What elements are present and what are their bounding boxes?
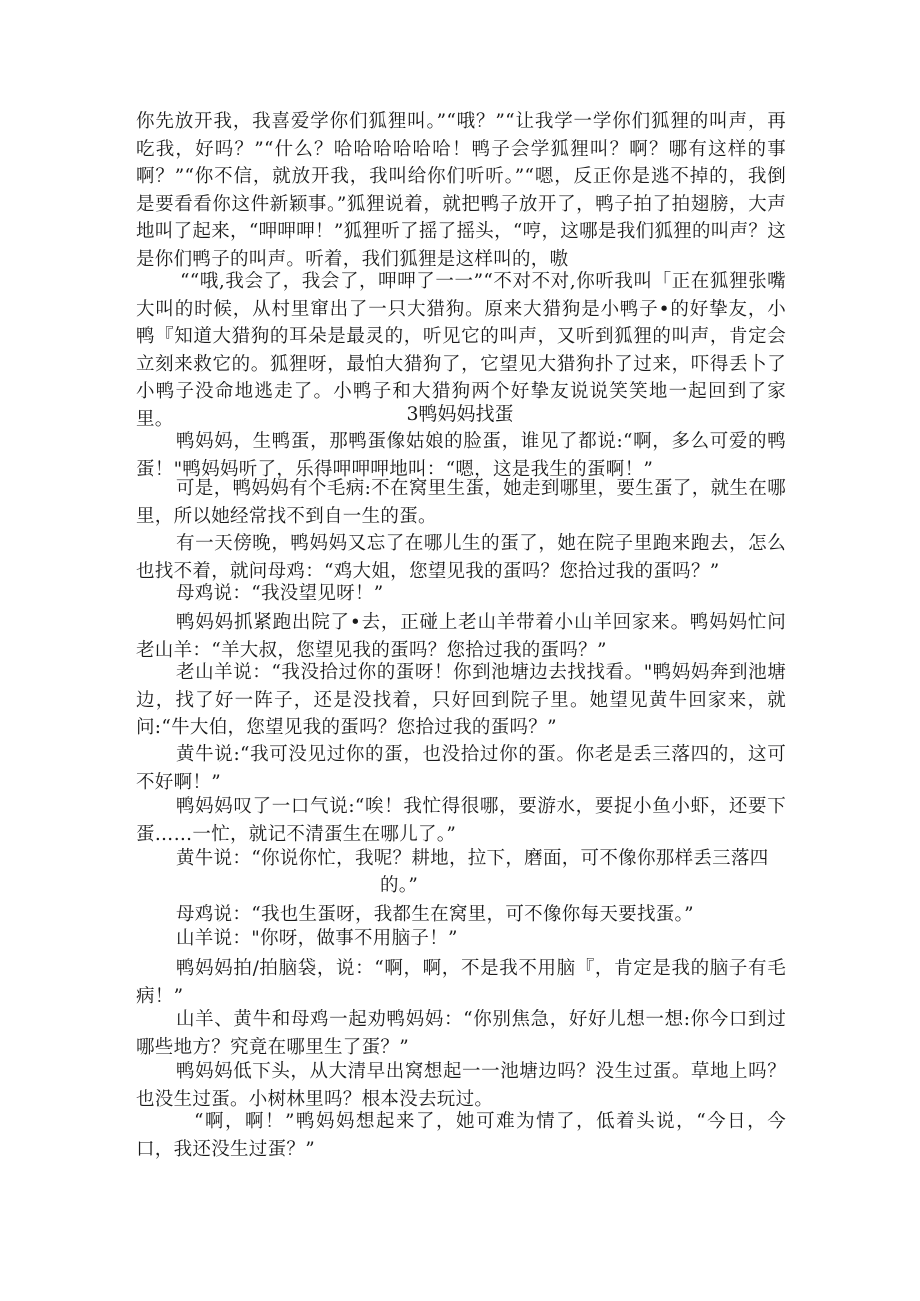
paragraph-12: 鸭妈妈拍/拍脑袋，说：“啊，啊，不是我不用脑『，肯定是我的脑子有毛病！” bbox=[136, 958, 786, 1007]
paragraph-9: 黄牛说：“你说你忙，我呢？耕地，拉下，磨面，可不像你那样丢三落四 bbox=[176, 848, 769, 869]
paragraph-15: “啊，啊！”鸭妈妈想起来了，她可难为情了，低着头说，“今日，今口，我还没生过蛋？” bbox=[136, 1111, 786, 1160]
paragraph-3: 有一天傍晚，鸭妈妈又忘了在哪儿生的蛋了，她在院子里跑来跑去，怎么也找不着，就问母鸡：“鸡大姐，您望见我的蛋吗？您拾过我的蛋吗？” bbox=[136, 533, 786, 582]
story-tail-paragraph-1: 你先放开我，我喜爱学你们狐狸叫。”“哦？”“让我学一学你们狐狸的叫声，再吃我，好吗？”“什么？哈哈哈哈哈哈！鸭子会学狐狸叫？啊？哪有这样的事啊？”“你不信，就放开我，我叫给你们听听。”“嗯，反正你是逃不掉的，我倒是要看看你这件新颖事。”狐狸说着，就把鸭子放开了，鸭子拍了拍翅膀，大声地叫了起来，“呷呷呷！”狐狸听了摇了摇头，“哼，这哪是我们狐狸的叫声？这是你们鸭子的叫声。听着，我们狐狸是这样叫的，嗷 bbox=[136, 111, 786, 270]
paragraph-11: 山羊说："你呀，做事不用脑子！” bbox=[176, 928, 458, 949]
paragraph-6: 老山羊说：“我没拾过你的蛋呀！你到池塘边去找找看。"鸭妈妈奔到池塘边，找了好一阵子，还是没找着，只好回到院子里。她望见黄牛回家来，就问:“牛大伯，您望见我的蛋吗？您拾过我的蛋吗？” bbox=[136, 662, 786, 738]
paragraph-10: 母鸡说：“我也生蛋呀，我都生在窝里，可不像你每天要找蛋。” bbox=[176, 904, 694, 925]
paragraph-9-cont: 的。” bbox=[380, 875, 419, 896]
paragraph-14: 鸭妈妈低下头，从大清早出窝想起一一池塘边吗？没生过蛋。草地上吗？也没生过蛋。小树林里吗？根本没去玩过。 bbox=[136, 1061, 786, 1110]
paragraph-2: 可是，鸭妈妈有个毛病:不在窝里生蛋，她走到哪里，要生蛋了，就生在哪里，所以她经常找不到自一生的蛋。 bbox=[136, 478, 786, 527]
paragraph-4: 母鸡说：“我没望见呀！” bbox=[176, 583, 384, 604]
paragraph-1: 鸭妈妈，生鸭蛋，那鸭蛋像姑娘的脸蛋，谁见了都说:“啊，多么可爱的鸭蛋！"鸭妈妈听了，乐得呷呷呷地叫：“嗯，这是我生的蛋啊！” bbox=[136, 431, 786, 480]
story-title: 3鸭妈妈找蛋 bbox=[406, 403, 514, 425]
paragraph-8: 鸭妈妈叹了一口气说:“唉！我忙得很哪，要游水，要捉小鱼小虾，还要下蛋……一忙，就记不清蛋生在哪儿了。” bbox=[136, 796, 786, 845]
story-tail-paragraph-2: ““哦,我会了，我会了，呷呷了一一”“不对不对,你听我叫「正在狐狸张嘴大叫的时候，从村里窜出了一只大猎狗。原来大猎狗是小鸭子•的好挚友，小鸭『知道大猎狗的耳朵是最灵的，听见它的叫声，又听到狐狸的叫声，肯定会立刻来救它的。狐狸呀，最怕大猎狗了，它望见大猎狗扑了过来，吓得丢卜了小鸭子没命地逃走了。小鸭子和大猎狗两个好挚友说说笑笑地一起回到了家里。 bbox=[136, 271, 786, 430]
paragraph-13: 山羊、黄牛和母鸡一起劝鸭妈妈：“你别焦急，好好儿想一想:你今口到过哪些地方？究竟在哪里生了蛋？” bbox=[136, 1009, 786, 1058]
paragraph-5: 鸭妈妈抓紧跑出院了•去，正碰上老山羊带着小山羊回家来。鸭妈妈忙问老山羊：“羊大叔，您望见我的蛋吗？您拾过我的蛋吗？” bbox=[136, 612, 786, 661]
paragraph-7: 黄牛说:“我可没见过你的蛋，也没拾过你的蛋。你老是丢三落四的，这可不好啊！” bbox=[136, 744, 786, 793]
